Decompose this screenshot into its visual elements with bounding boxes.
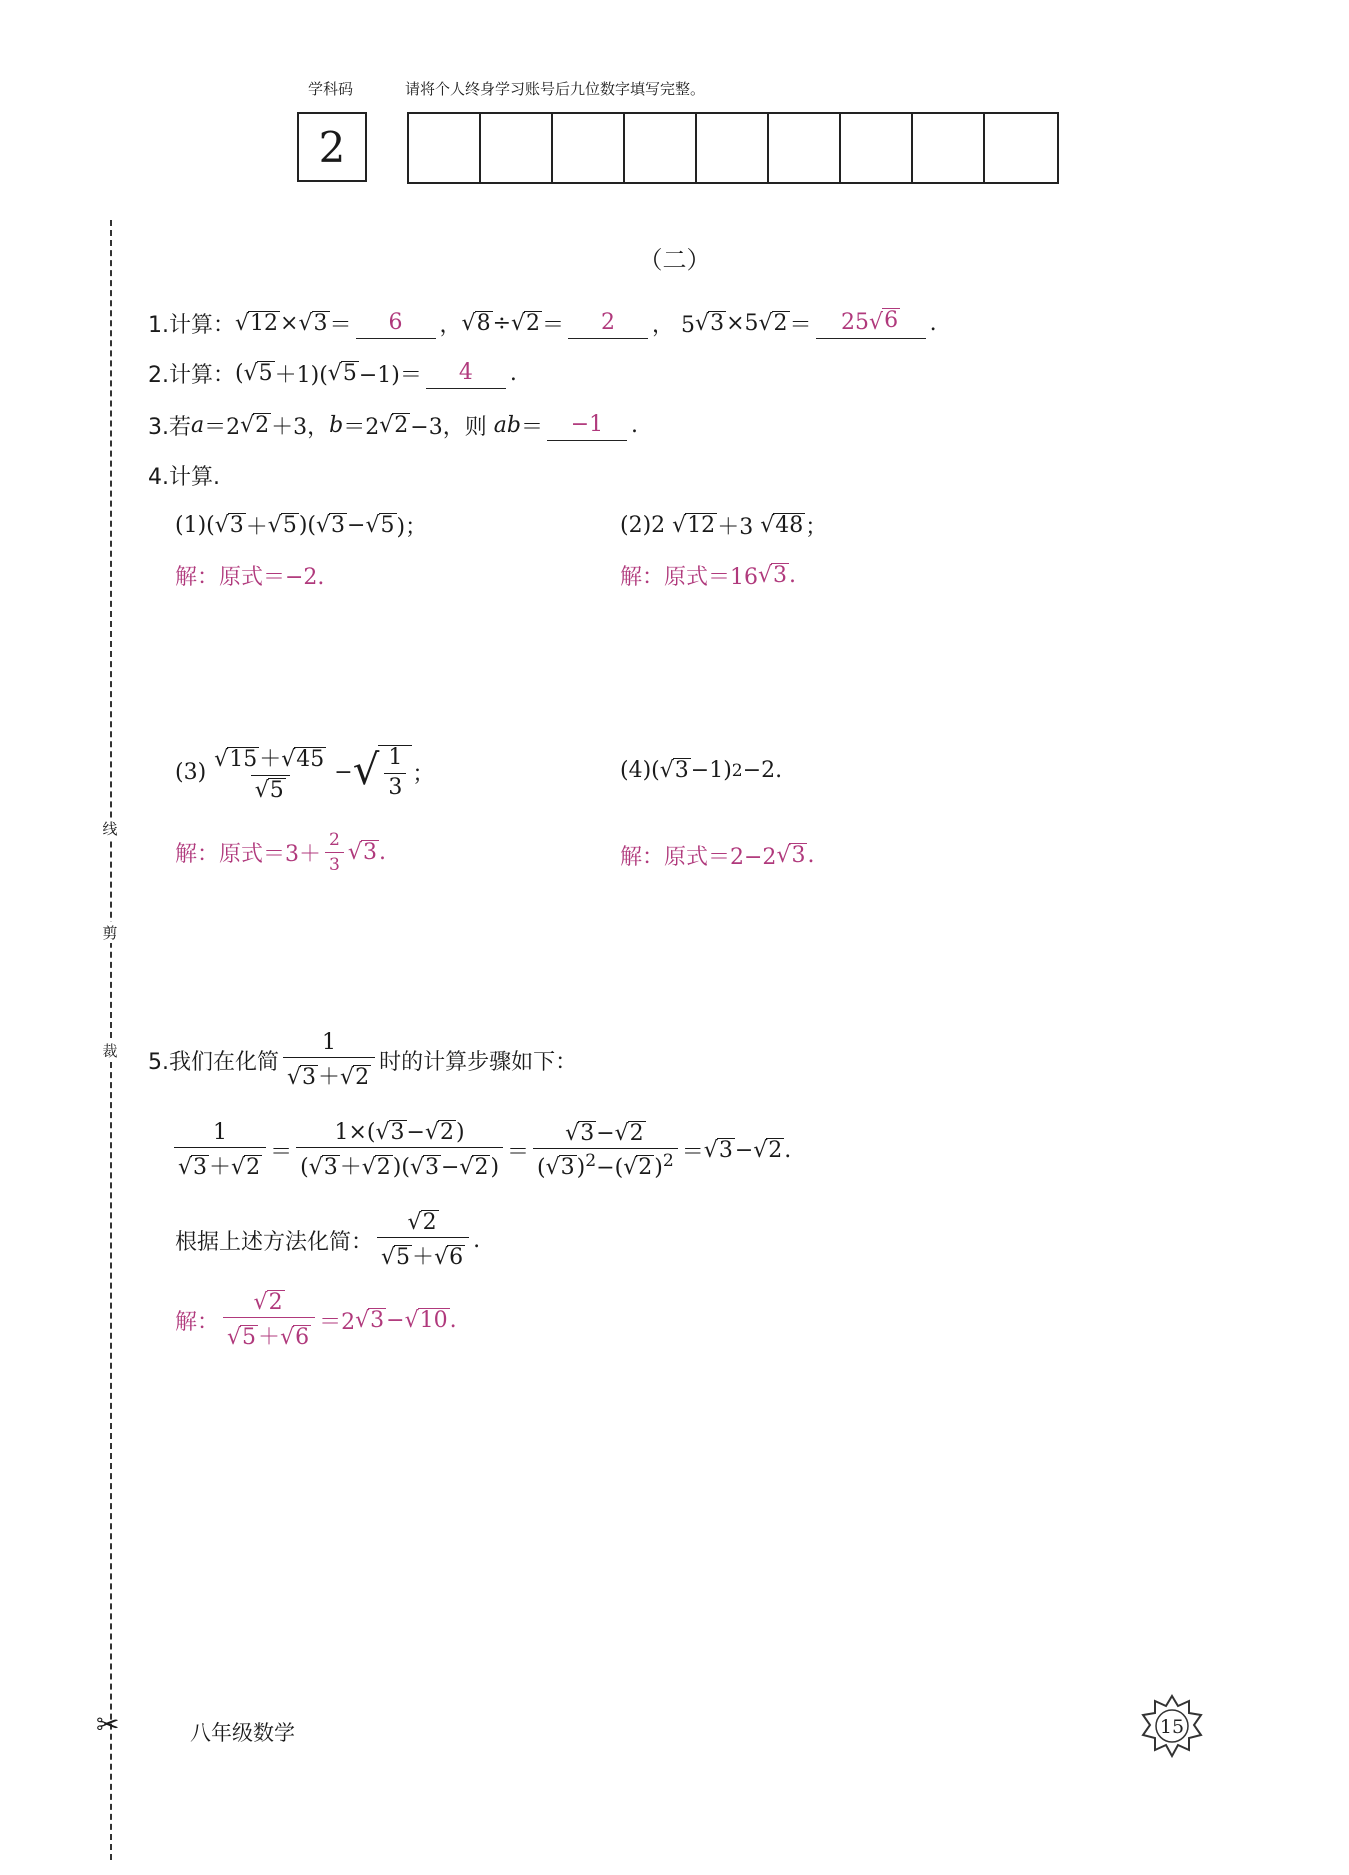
q1-answer-3[interactable]: 25 √ 6 — [816, 308, 926, 339]
page-number-badge — [1140, 1694, 1204, 1758]
q5-task: 根据上述方法化简： √ 2 √ 5 ＋ √ 6 . — [175, 1210, 481, 1271]
q4-solution-1: 解：原式＝−2. — [175, 565, 325, 590]
question-5: 5.我们在化简 1 √ 3 ＋ √ 2 时的计算步骤如下： — [148, 1030, 578, 1090]
digit-box[interactable] — [913, 114, 985, 182]
q4-part-3: (3) √ 15 ＋ √ 45 √ 5 − √ $\frac{1}{3}$ ； — [175, 745, 435, 803]
q4-part-1: (1)( √ 3 ＋ √ 5 )( √ 3 − √ 5 )； — [175, 512, 428, 540]
q4-solution-4: 解：原式＝2−2 √ 3 . — [620, 842, 815, 870]
q4-part-4: (4)( √ 3 −1) 2 −2. — [620, 758, 783, 784]
digit-box[interactable] — [769, 114, 841, 182]
account-digit-boxes[interactable] — [407, 112, 1059, 184]
question-4-title: 4.计算. — [148, 465, 220, 490]
q1-answer-1[interactable]: 6 — [356, 308, 436, 339]
question-2: 2.计算： ( √ 5 ＋1)( √ 5 −1)＝ 4 . — [148, 360, 517, 388]
q2-answer[interactable]: 4 — [426, 358, 506, 389]
q5-solution: 解： √ 2 √ 5 ＋ √ 6 ＝2 √ 3 − √ 10 . — [175, 1290, 457, 1351]
digit-box[interactable] — [409, 114, 481, 182]
q1-prefix: 1.计算： — [148, 313, 235, 338]
q3-answer[interactable]: −1 — [547, 410, 627, 441]
question-3: 3.若 a ＝2 √ 2 ＋3， b ＝2 √ 2 −3， 则 ab ＝ −1 . — [148, 412, 638, 440]
q4-solution-3: 解：原式＝3＋ $\frac{2}{3}$ √ 3 . — [175, 830, 386, 875]
digit-box[interactable] — [841, 114, 913, 182]
q4-part-2: (2)2 √ 12 ＋3 √ 48 ； — [620, 512, 828, 540]
cut-label-cai: 裁 — [100, 1040, 120, 1061]
section-title: （二） — [638, 246, 711, 274]
page-number: 15 — [1159, 1716, 1185, 1738]
q1-answer-2[interactable]: 2 — [568, 308, 648, 339]
q5-prefix: 5.我们在化简 — [148, 1050, 279, 1075]
q4-solution-2: 解：原式＝16 √ 3 . — [620, 562, 797, 590]
digit-box[interactable] — [625, 114, 697, 182]
q3-prefix: 3.若 — [148, 415, 191, 440]
question-1: 1.计算： √ 12 × √ 3 ＝ 6 ， √ 8 ÷ √ 2 ＝ 2 ， 5 √ 3 ×5 √ 2 ＝ 25 √ 6 . — [148, 308, 937, 338]
digit-box[interactable] — [697, 114, 769, 182]
subject-code-box: 2 — [297, 112, 367, 182]
scissors-icon: ✂ — [96, 1708, 120, 1741]
q2-prefix: 2.计算： — [148, 363, 235, 388]
q5-example-derivation: 1 √ 3 ＋ √ 2 ＝ 1×( √ 3 − √ 2 ) ( √ 3 ＋ √ 2 )( √ 3 − √ 2 ) ＝ √ 3 − √ 2 ( √ 3 )$^2$−( √ 2 )$^2$ ＝ √ 3 − √ 2 . — [170, 1120, 791, 1181]
subject-code-label: 学科码 — [308, 80, 354, 98]
digit-box[interactable] — [481, 114, 553, 182]
q5-suffix: 时的计算步骤如下： — [379, 1050, 578, 1075]
footer-grade-subject: 八年级数学 — [190, 1721, 295, 1745]
cut-label-jian: 剪 — [100, 922, 120, 943]
digit-box[interactable] — [985, 114, 1057, 182]
digit-box[interactable] — [553, 114, 625, 182]
account-instruction: 请将个人终身学习账号后九位数字填写完整。 — [405, 80, 706, 98]
cut-label-xian: 线 — [100, 818, 120, 839]
